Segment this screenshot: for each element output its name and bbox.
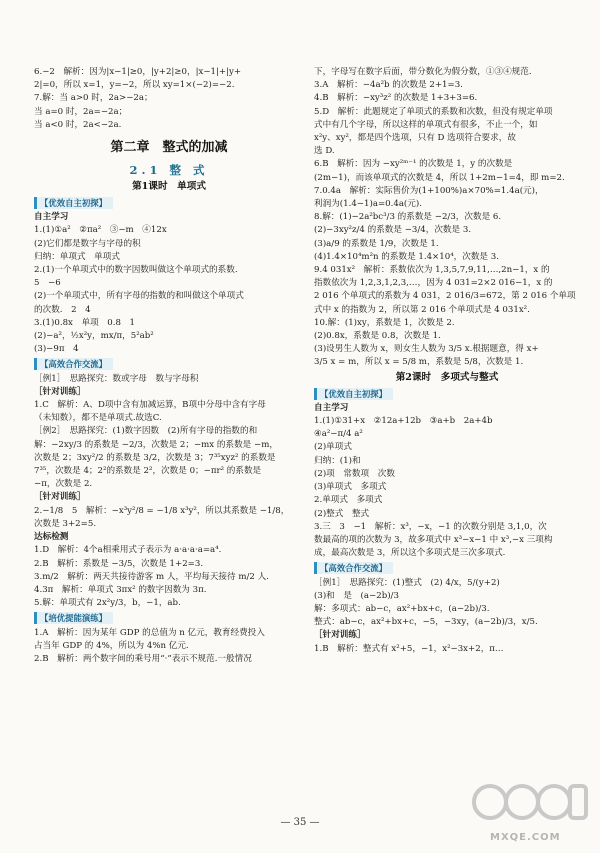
answer-line: 自主学习 (314, 402, 349, 413)
answer-line: 式中有几个字母，所以这样的单项式有很多，不止一个，如 (314, 119, 538, 130)
answer-line: ［针对训练］ (314, 630, 366, 641)
answer-line: 6.B 解析：因为 −xy²ᵐ⁻¹ 的次数是 1，y 的次数是 (314, 159, 513, 170)
answer-line: 4.3π 解析：单项式 3πx² 的数字因数为 3π. (34, 584, 207, 595)
answer-line: (2)单项式 (314, 442, 352, 453)
section-title: 2.1 整 式 (129, 163, 209, 178)
answer-line: 1.D 解析：4个a相乘用式子表示为 a·a·a·a=a⁴. (34, 545, 222, 556)
answer-line: 2.单项式 多项式 (314, 495, 383, 506)
block-label: 【优效自主初探】 (34, 197, 113, 209)
watermark-logo (470, 772, 590, 838)
answer-line: 7³⁵，次数是 4；2²的系数是 2²，次数是 0；−πr² 的系数是 (34, 466, 262, 477)
answer-line: 6.−2 解析：因为|x−1|≥0，|y+2|≥0，|x−1|+|y+ (34, 67, 242, 77)
answer-line: (2)0.8x，系数是 0.8，次数是 1. (314, 331, 441, 342)
answer-line: 3/5 x = m，所以 x = 5/8 m，系数是 5/8，次数是 1. (314, 357, 524, 368)
answer-line: ［例1］ 思路探究：(1)整式 (2) 4/x，5/(y+2) (314, 577, 500, 588)
answer-line: 选 D. (314, 146, 335, 157)
answer-line: 1.(1)①a² ②πa² ③−m ④12x (34, 225, 167, 236)
answer-line: 解：−2xy/3 的系数是 −2/3，次数是 2；−mx 的系数是 −m， (34, 439, 278, 450)
right-column (314, 66, 580, 656)
left-column (34, 66, 304, 666)
answer-line: 9.4 031x² 解析：系数依次为 1,3,5,7,9,11,…,2n−1，x 的 (314, 265, 550, 276)
answer-line: 成，最高次数是 3，所以这个多项式是三次多项式. (314, 548, 506, 559)
answer-line: (2)它们都是数字与字母的积 (34, 238, 141, 249)
answer-line: 1.C 解析：A、D项中含有加减运算，B项中分母中含有字母 (34, 400, 266, 411)
answer-line: ［例1］ 思路探究：数或字母 数与字母积 (34, 373, 199, 384)
answer-line: 的次数. 2 4 (34, 304, 91, 315)
answer-line: 2.B 解析：两个数字间的乘号用“·”表示不规范.一般情况 (34, 653, 252, 664)
answer-line: ［例2］ 思路探究：(1)数字因数 (2)所有字母的指数的和 (34, 426, 258, 437)
block-label: 【培优提能演练】 (34, 612, 113, 624)
answer-line: (3)a/9 的系数是 1/9，次数是 1. (314, 238, 439, 249)
answer-line: 10.解：(1)xy，系数是 1，次数是 2. (314, 317, 455, 328)
watermark-text: MXQE.COM (490, 832, 561, 843)
answer-line: (2)整式 整式 (314, 508, 370, 519)
answer-line: 5 −6 (34, 278, 61, 289)
answer-line: (3)设男生人数为 x，则女生人数为 3/5 x.根据题意，得 x+ (314, 344, 539, 355)
answer-line: (3)−9π 4 (34, 344, 79, 355)
answer-line: ［针对训练］ (34, 492, 86, 503)
answer-line: 下，字母写在数字后面，带分数化为假分数，①③④规范. (314, 67, 532, 77)
answer-line: (2)项 常数项 次数 (314, 468, 395, 479)
block-label: 【高效合作交流】 (34, 358, 113, 370)
answer-line: 归纳：单项式 单项式 (34, 251, 120, 262)
answer-line: (2)一个单项式中，所有字母的指数的和叫做这个单项式 (34, 291, 244, 302)
answer-line: 解：多项式：ab−c，ax²+bx+c，(a−2b)/3. (314, 603, 490, 614)
answer-line: 次数是 2；3xy²/2 的系数是 3/2，次数是 3；7³⁵xyz² 的系数是 (34, 452, 276, 463)
answer-line: 2.B 解析：系数是 −3/5，次数是 1+2=3. (34, 558, 204, 569)
answer-line: (2)−3xy²z/4 的系数是 −3/4，次数是 3. (314, 225, 472, 236)
answer-line: 自主学习 (34, 212, 69, 223)
answer-line: 1.(1)①31+x ②12a+12b ③a+b 2a+4b (314, 416, 493, 427)
answer-line: 达标检测 (34, 532, 69, 543)
answer-line: 2.(1)一个单项式中的数字因数叫做这个单项式的系数. (34, 265, 238, 276)
answer-line: 8.解：(1)−2a²bc³/3 的系数是 −2/3，次数是 6. (314, 212, 502, 223)
answer-line: 占当年 GDP 的 4%，所以为 4%n 亿元. (34, 640, 189, 651)
page-number: — 35 — (280, 817, 320, 828)
block-label: 【高效合作交流】 (314, 562, 393, 574)
answer-line: (2m−1)，而该单项式的次数是 4，所以 1+2m−1=4，即 m=2. (314, 172, 565, 183)
answer-line: 7.0.4a 解析：实际售价为(1+100%)a×70%=1.4a(元)， (314, 185, 544, 196)
answer-line: （未知数），都不是单项式.故选C. (34, 413, 162, 424)
answer-line: 利润为(1.4−1)a=0.4a(元). (314, 199, 422, 210)
answer-line: 1.A 解析：因为某年 GDP 的总值为 n 亿元，教育经费投入 (34, 627, 265, 638)
answer-line: (3)和 是 (a−2b)/3 (314, 590, 399, 601)
answer-line: 次数是 3+2=5. (34, 518, 97, 529)
answer-line: 3.三 3 −1 解析：x³，−x，−1 的次数分别是 3,1,0，次 (314, 521, 547, 532)
answer-line: ［针对训练］ (34, 386, 86, 397)
answer-line: x²y、xy²，都是四个选项，只有 D 选项符合要求，故 (314, 133, 516, 144)
answer-line: (2)−a²，½x²y，mx/π，5²ab² (34, 331, 154, 342)
lesson-title: 第2课时 多项式与整式 (395, 371, 499, 383)
answer-line: 5.D 解析：此题规定了单项式的系数和次数，但没有规定单项 (314, 106, 553, 117)
answer-line: 3.A 解析：−4a²b 的次数是 2+1=3. (314, 80, 463, 91)
lesson-title: 第1课时 单项式 (132, 181, 206, 193)
answer-line: (4)1.4×10⁴m²n 的系数是 1.4×10⁴，次数是 3. (314, 251, 499, 262)
answer-line: 1.B 解析：整式有 x²+5，−1，x²−3x+2，π… (314, 643, 504, 654)
answer-line: 7.解：当 a>0 时，2a>−2a； (34, 93, 153, 104)
answer-line: −π，次数是 2. (34, 479, 93, 490)
answer-line: 2 016 个单项式的系数为 4 031，2 016/3=672，第 2 016 个单项 (314, 291, 576, 302)
answer-line: 2.−1/8 5 解析：−x³y²/8 = −1/8 x³y²，所以其系数是 −1/8， (34, 505, 290, 516)
answer-line: 式中 x 的指数为 2，所以第 2 016 个单项式是 4 031x². (314, 304, 530, 315)
answer-line: 2|=0，所以 x=1，y=−2，所以 xy=1×(−2)=−2. (34, 80, 235, 91)
answer-line: ④a²−π/4 a² (314, 429, 363, 440)
answer-line: (3)单项式 多项式 (314, 482, 387, 493)
answer-line: 4.B 解析：−xy³z² 的次数是 1+3+3=6. (314, 93, 478, 104)
answer-line: 3.m/2 解析：两天共接待游客 m 人，平均每天接待 m/2 人. (34, 571, 269, 582)
answer-line: 当 a=0 时，2a=−2a； (34, 106, 128, 117)
answer-line: 5.解：单项式有 2x²y/3，b，−1，ab. (34, 598, 181, 609)
answer-line: 3.(1)0.8x 单项 0.8 1 (34, 317, 135, 328)
answer-line: 数最高的项的次数为 3，故多项式中 x³−x−1 中 x³,−x 三项构 (314, 534, 553, 545)
chapter-title: 第二章 整式的加减 (110, 140, 228, 156)
answer-line: 当 a<0 时，2a<−2a. (34, 119, 122, 130)
answer-line: 整式：ab−c，ax²+bx+c，−5，−3xy，(a−2b)/3，x/5. (314, 617, 538, 628)
block-label: 【优效自主初探】 (314, 388, 393, 400)
answer-line: 归纳：(1)和 (314, 455, 361, 466)
answer-line: 指数依次为 1,2,3,1,2,3,…，因为 4 031=2×2 016−1，x 的 (314, 278, 553, 289)
